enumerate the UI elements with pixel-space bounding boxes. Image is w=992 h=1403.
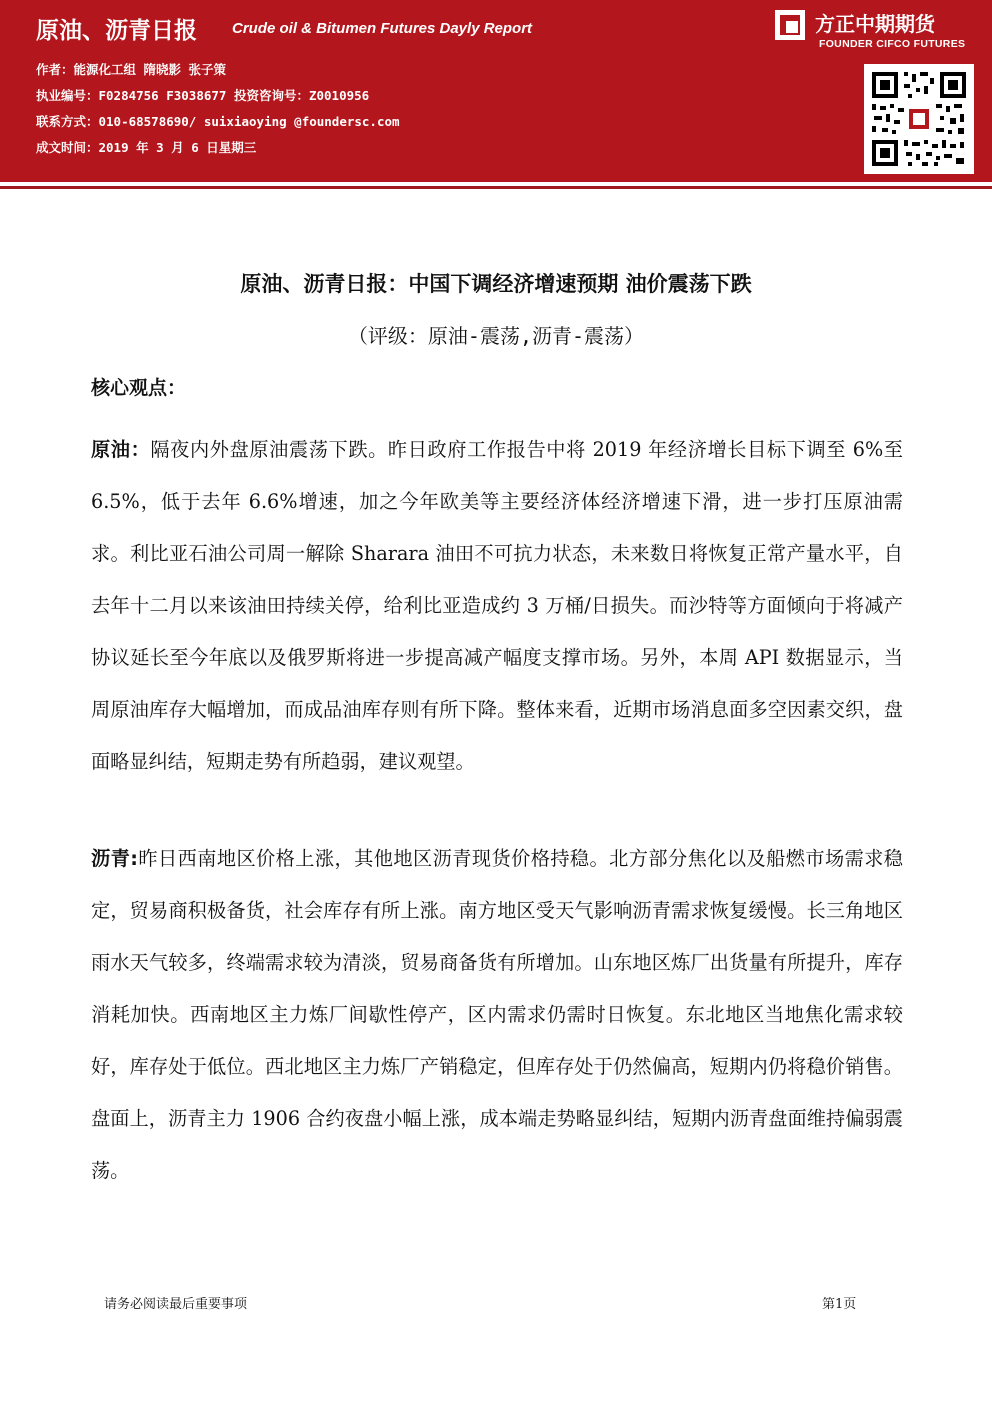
- crude-oil-text: 隔夜内外盘原油震荡下跌。昨日政府工作报告中将 2019 年经济增长目标下调至 6%至 6.5%，低于去年 6.6%增速，加之今年欧美等主要经济体经济增速下滑，进一步打压原油需求。利比亚石油公司周一解除 Sharara 油田不可抗力状态，未来数日将恢复正常产量水平，自去年十二月以来该油田持续关停，给利比亚造成约 3 万桶/日损失。而沙特等方面倾向于将减产协议延长至今年底以及俄罗斯将进一步提高减产幅度支撑市场。另外，本周 API 数据显示，当周原油库存大幅增加，而成品油库存则有所下降。整体来看，近期市场消息面多空因素交织，盘面略显纠结，短期走势有所趋弱，建议观望。: [91, 438, 903, 773]
- document-title: 原油、沥青日报：中国下调经济增速预期 油价震荡下跌: [240, 272, 752, 296]
- header-band: [0, 0, 992, 182]
- asphalt-lead: 沥青:: [91, 847, 138, 870]
- report-subtitle: Crude oil & Bitumen Futures Dayly Report: [232, 20, 533, 37]
- footer-notice: 请务必阅读最后重要事项: [104, 1297, 248, 1312]
- crude-oil-lead: 原油：: [91, 438, 151, 461]
- qr-code-icon: [864, 64, 974, 174]
- company-logo-icon: [775, 10, 805, 40]
- company-name-en: FOUNDER CIFCO FUTURES: [819, 38, 966, 50]
- core-views-heading: 核心观点：: [91, 377, 187, 399]
- rating-line: （评级：原油-震荡,沥青-震荡）: [347, 324, 645, 348]
- page-number: 第1页: [822, 1297, 857, 1312]
- crude-oil-paragraph: [91, 424, 903, 788]
- header-divider: [0, 186, 992, 189]
- author-line: 作者：能源化工组 隋晓影 张子策: [36, 62, 227, 77]
- asphalt-text: 昨日西南地区价格上涨，其他地区沥青现货价格持稳。北方部分焦化以及船燃市场需求稳定，贸易商积极备货，社会库存有所上涨。南方地区受天气影响沥青需求恢复缓慢。长三角地区雨水天气较多，终端需求较为清淡，贸易商备货有所增加。山东地区炼厂出货量有所提升，库存消耗加快。西南地区主力炼厂间歇性停产，区内需求仍需时日恢复。东北地区当地焦化需求较好，库存处于低位。西北地区主力炼厂产销稳定，但库存处于仍然偏高，短期内仍将稳价销售。盘面上，沥青主力 1906 合约夜盘小幅上涨，成本端走势略显纠结，短期内沥青盘面维持偏弱震荡。: [91, 847, 903, 1182]
- contact-line: 联系方式：010-68578690/ suixiaoying @foundersc.com: [36, 114, 400, 129]
- asphalt-paragraph: [91, 833, 903, 1197]
- license-line: 执业编号：F0284756 F3038677 投资咨询号：Z0010956: [36, 88, 370, 103]
- report-title: 原油、沥青日报: [36, 18, 197, 44]
- company-name: 方正中期期货: [815, 12, 935, 36]
- date-line: 成文时间：2019 年 3 月 6 日星期三: [36, 140, 257, 155]
